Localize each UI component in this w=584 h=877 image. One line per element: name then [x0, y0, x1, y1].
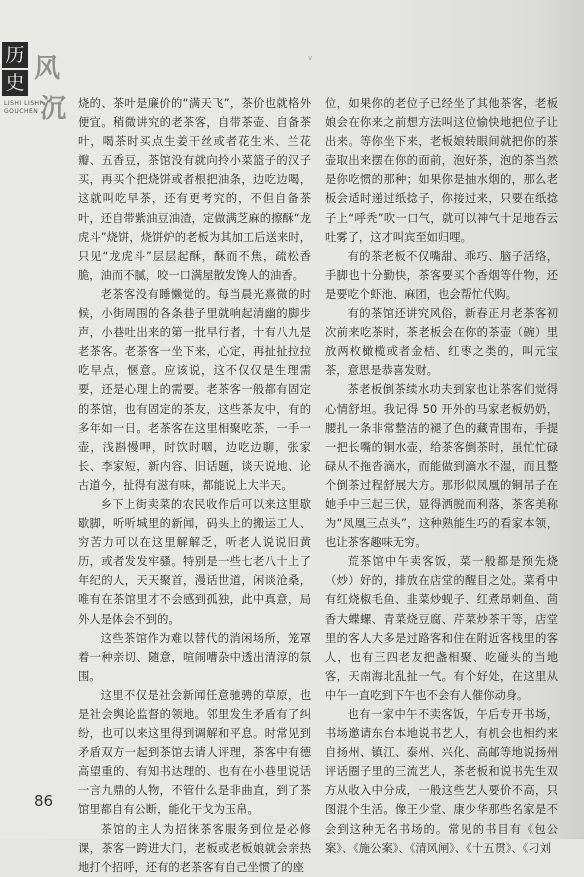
right-text-column	[325, 94, 558, 858]
paragraph: 老茶客没有睡懒觉的。每当晨光熹微的时候，小街周围的各条巷子里就响起清幽的脚步声，小巷吐出来的第一批早行者，十有八九是老茶客。老茶客一坐下来，心定，再扯扯拉拉吃早点，惬意。应该说，这不仅仅是生理需要，还是心理上的需要。老茶客一般都有固定的茶馆，也有固定的茶友，这些茶友中，有的多年如一日。老茶客在这里相聚吃茶，一手一壶，浅斟慢呷，时饮时咽，边吃边聊，张家长、李家短，新内容、旧话题，谈天说地、论古道今，扯得有滋有味，都能说上大半天。	[78, 287, 311, 492]
paragraph: 有的茶老板不仅嘴甜、乖巧、脑子活络，手脚也十分勤快，茶客要买个香烟等什物，还是要吃个虾池、麻团，也会帮忙代购。	[325, 249, 558, 301]
page-mark: v	[308, 54, 313, 62]
paragraph: 这些茶馆作为难以替代的消闲场所，笼罩着一种亲切、随意，喧闹嘈杂中透出清淳的氛围。	[78, 631, 311, 683]
paragraph: 茶老板倒茶续水功夫到家也让茶客们觉得心情舒坦。我记得 50 开外的马家老板奶奶，腰扎一条非常整洁的褪了色的藏青围布，手提一把长嘴的铜水壶，给茶客倒茶时，虽忙忙碌碌从不拖沓滴水，而能做到滴水不湿，而且整个倒茶过程舒展大方。那形似凤凰的铜吊子在她手中三起三伏，显得洒脱而利落，茶客美称为“凤凰三点头”，这种熟能生巧的看家本领，也让茶客趣味无穷。	[325, 383, 558, 550]
paragraph: 有的茶馆还讲究风俗，新春正月老茶客初次前来吃茶时，茶老板会在你的茶壶（碗）里放两枚橄榄或者金桔、红枣之类的，叫元宝茶，意思是恭喜发财。	[325, 307, 558, 378]
paragraph: 茶馆的主人为招徕茶客服务到位是必修课，茶客一跨进大门，老板或老板娘就会亲热地打个招呼，还有的老茶客有自己坐惯了的座	[78, 822, 311, 874]
left-text-column	[78, 94, 311, 877]
paragraph: 烧的、茶叶是廉价的“满天飞”，茶价也就格外便宜。稍微讲究的老茶客，自带茶壶、自备茶叶，喝茶时买点生姜干丝或者花生米、兰花瓣、五香豆，茶馆没有就向拎小菜篮子的汉子买，再买个把烧饼或者根把油条，边吃边喝，这就叫吃早茶，还有更考究的，不但自备茶叶，还自带紫油豆油渣，定做满芝麻的擦酥“龙虎斗”烧饼，烧饼炉的老板为其加工后送来时，只见“龙虎斗”层层起酥，酥而不焦，疏松香脆，油而不腻，咬一口满屋散发馋人的油香。	[78, 97, 311, 282]
section-logo	[2, 42, 76, 138]
paragraph: 这里不仅是社会新闻任意驰骋的草原，也是社会舆论监督的领地。邻里发生矛盾有了纠纷，也可以来这里得到调解和平息。时常见到矛盾双方一起到茶馆去请人评理，茶客中有德高望重的、有知书达理的、也有在小巷里说话一言九鼎的人物，不管什么是非曲直，到了茶馆里都自有公断，能化干戈为玉帛。	[78, 688, 311, 817]
section-logo-char-2: 史	[2, 70, 28, 96]
section-logo-overlay-1: 风	[34, 54, 61, 84]
paragraph: 也有一家中午不卖客饭，午后专开书场，书场邀请东台本地说书艺人，有机会也相约来自扬州、镇江、泰州、兴化、高邮等地说扬州评话圈子里的三流艺人，茶老板和说书先生双方从收入中分成，一般这些艺人要价不高，只图混个生活。像王少堂、康少华那些名家是不会到这种无名书场的。常见的书目有《包公案》、《施公案》、《清风闸》、《十五贯》、《刁刘	[325, 708, 558, 855]
section-logo-char-1: 历	[2, 42, 28, 68]
paragraph: 位，如果你的老位子已经坐了其他茶客，老板娘会在你来之前想方法叫这位愉快地把位子让出来。等你坐下来，老板娘转眼间就把你的茶壶取出来摆在你的面前，泡好茶，泡的茶当然是你吃惯的那种；如果你是抽水烟的，那么老板会适时递过纸捻子，你接过来，只要在纸捻子上“呼秃”吹一口气，就可以神气十足地吞云吐雾了，这才叫宾至如归哩。	[325, 97, 558, 244]
paragraph: 乡下上街卖菜的农民收作后可以来这里歇歇脚，听听城里的新闻，码头上的搬运工人、穷苦力可以在这里解解乏，听老人说说旧黄历，或者发发牢骚。特别是一些七老八十上了年纪的人，天天聚首，漫话世道，闲谈沧桑，唯有在茶馆里才不会感到孤独，此中真意，局外人是体会不到的。	[78, 497, 311, 626]
section-logo-overlay-2: 沉	[40, 94, 67, 124]
paragraph: 荒茶馆中午卖客饭，菜一般都是预先烧（炒）好的，排放在店堂的醒目之处。菜肴中有红烧椒毛鱼、韭菜炒蚬子、红煮昂刺鱼、茴香大蝶螺、青菜烧豆腐、芹菜炒茶干等，店堂里的客人大多是过路客和住在附近客栈里的客人，也有三四老友把盏相聚、吃碰头的当地客，天南海北乱扯一气。有个好处，在这里从中午一直吃到下午也不会有人催你动身。	[325, 555, 558, 702]
section-logo-pinyin: LISHI LISHI GOUCHEN	[4, 100, 42, 115]
page-number: 86	[34, 792, 54, 810]
